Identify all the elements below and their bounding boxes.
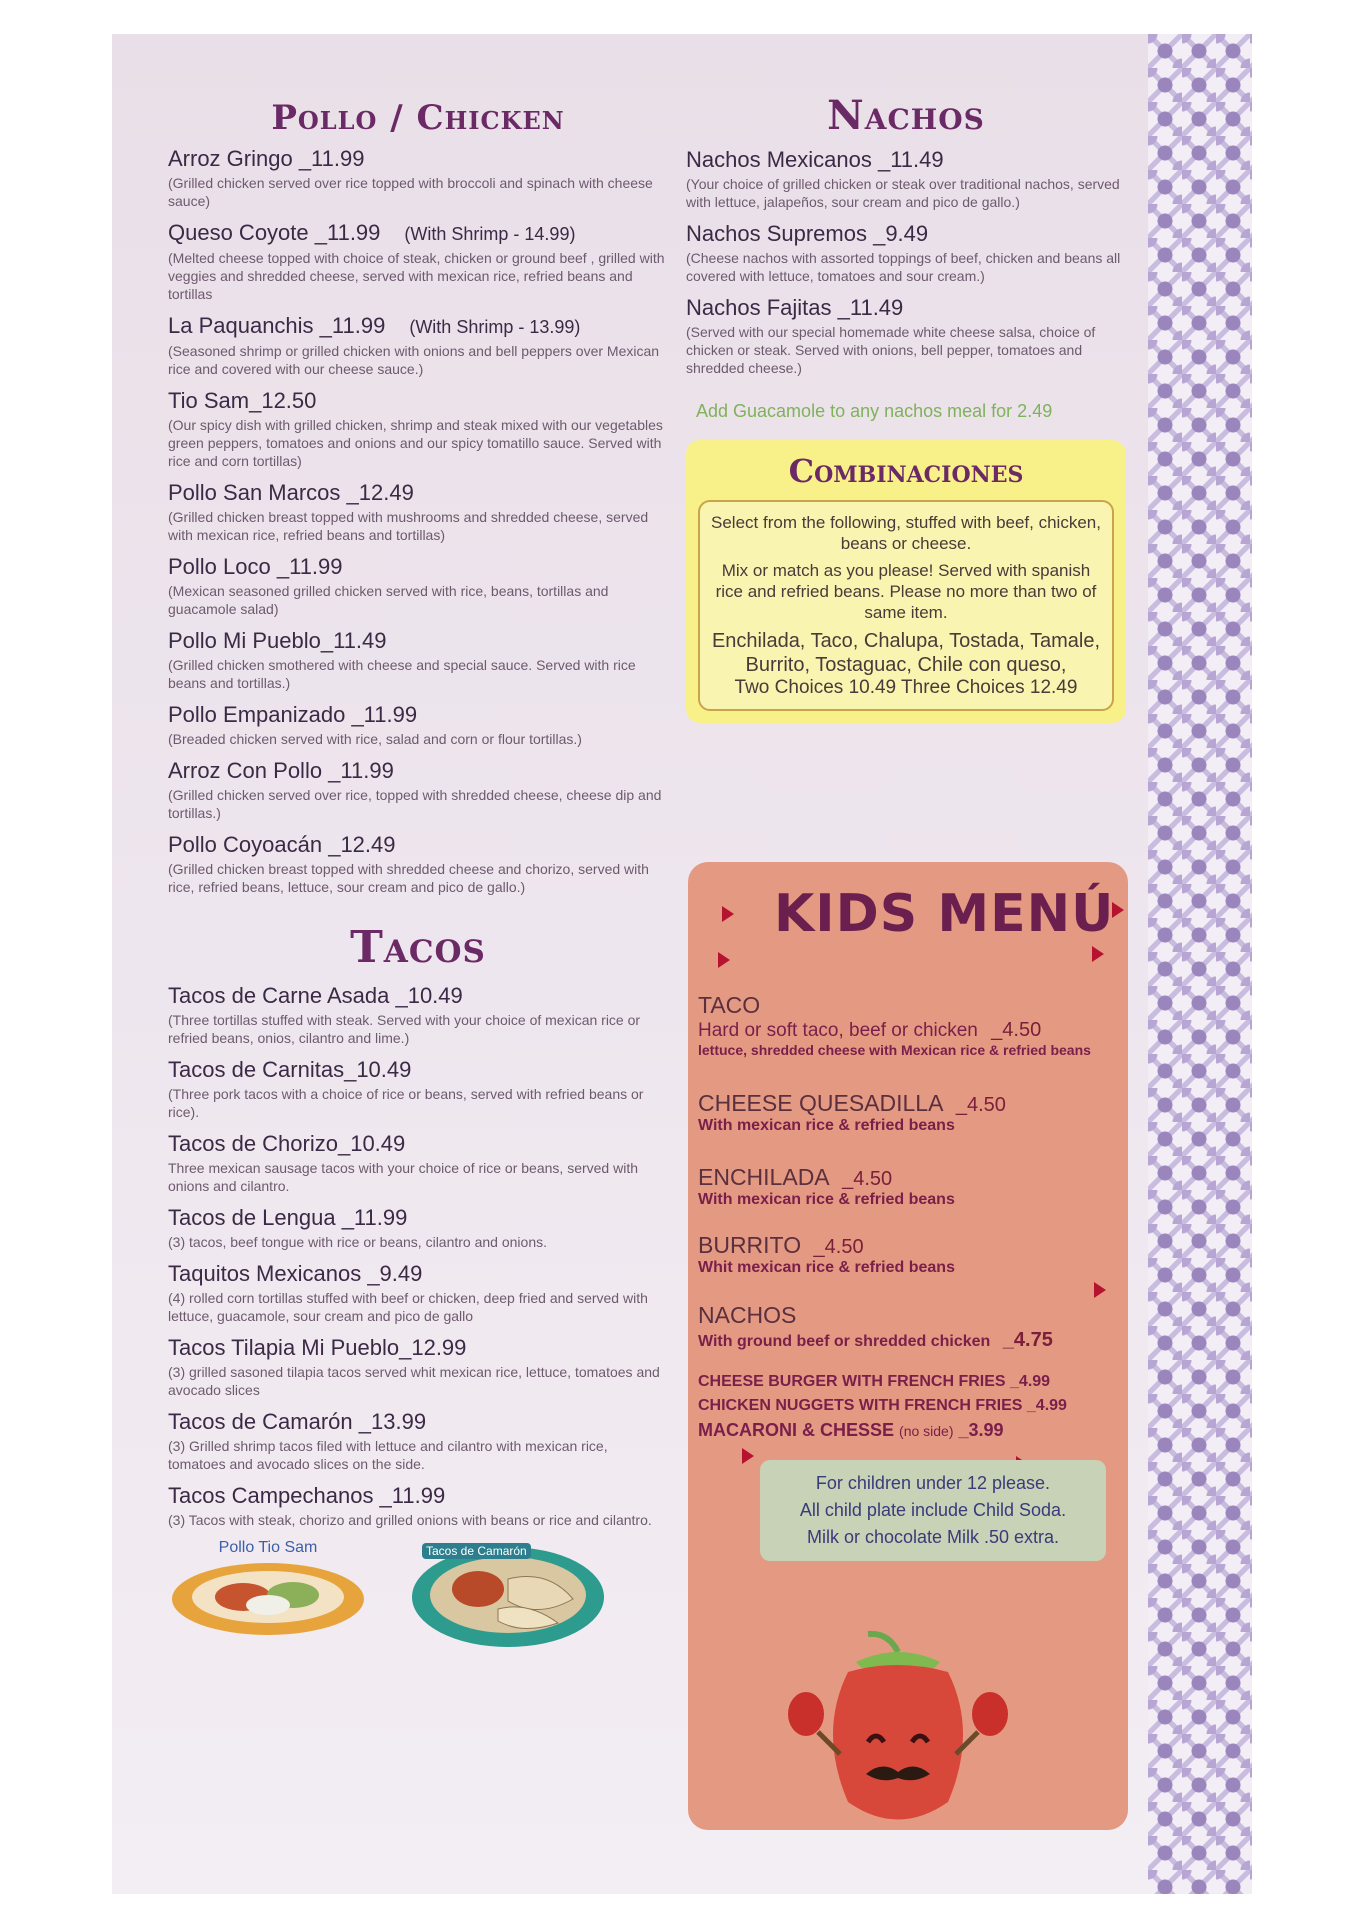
menu-item-extra-price: (With Shrimp - 13.99) — [409, 317, 581, 337]
menu-item-description: (3) tacos, beef tongue with rice or beans, cilantro and onions. — [168, 1234, 547, 1250]
decor-triangle — [1094, 1282, 1106, 1298]
menu-item — [168, 1261, 668, 1325]
menu-item-name-line — [168, 1205, 668, 1231]
menu-item-name: Tacos de Carne Asada _10.49 — [168, 983, 463, 1008]
kids-note-line2: All child plate include Child Soda. — [799, 1500, 1067, 1520]
kid-item-price: _4.75 — [1002, 1329, 1053, 1351]
menu-item-name-line — [686, 295, 1126, 321]
menu-item — [168, 628, 668, 692]
decor-triangle — [1092, 946, 1104, 962]
menu-item-name-line — [168, 388, 668, 414]
menu-item-name: Nachos Fajitas _11.49 — [686, 295, 904, 320]
menu-item-name-line — [168, 702, 668, 728]
menu-item-extra-price: (With Shrimp - 14.99) — [404, 224, 576, 244]
kid-item-price: _4.50 — [813, 1236, 864, 1258]
menu-item-name-line — [168, 220, 668, 247]
menu-item — [168, 1057, 668, 1121]
menu-item — [168, 1409, 668, 1473]
kid-item-price: _4.50 — [955, 1094, 1006, 1116]
menu-item-name-line — [686, 147, 1126, 173]
right-column — [686, 92, 1126, 723]
kid-item-line — [698, 1329, 1053, 1352]
menu-item-name: Tacos Tilapia Mi Pueblo_12.99 — [168, 1335, 467, 1360]
menu-item-name-line — [168, 480, 668, 506]
combo-items: Enchilada, Taco, Chalupa, Tostada, Tamale, Burrito, Tostaguac, Chile con queso, — [711, 630, 1101, 676]
menu-item — [168, 554, 668, 618]
menu-item-description: (Mexican seasoned grilled chicken served with rice, beans, tortillas and guacamole salad) — [168, 583, 609, 617]
menu-item-description: (3) grilled sasoned tilapia tacos served whit mexican rice, lettuce, tomatoes and avocado slices — [168, 1364, 660, 1398]
kid-item-price: _3.99 — [958, 1420, 1004, 1440]
kid-item-desc: With ground beef or shredded chicken — [698, 1333, 991, 1350]
kid-item-nuggets: CHICKEN NUGGETS WITH FRENCH FRIES _4.99 — [698, 1397, 1067, 1414]
kid-item-name: ENCHILADA — [698, 1164, 830, 1190]
menu-item-name-line — [686, 221, 1126, 247]
menu-item — [168, 313, 668, 378]
menu-item-description: (Your choice of grilled chicken or steak over traditional nachos, served with lettuce, jalapeños, sour cream and pico de gallo.) — [686, 176, 1120, 210]
nachos-title: Nachos — [827, 92, 985, 139]
menu-item-name: Pollo San Marcos _12.49 — [168, 480, 414, 505]
menu-item-description: (Grilled chicken served over rice, topped with shredded cheese, cheese dip and tortillas.) — [168, 787, 662, 821]
guacamole-note: Add Guacamole to any nachos meal for 2.49 — [696, 401, 1053, 421]
menu-item-description: (3) Tacos with steak, chorizo and grilled onions with beans or rice and cilantro. — [168, 1512, 652, 1528]
menu-item-description: (Our spicy dish with grilled chicken, shrimp and steak mixed with our vegetables green peppers, tomatoes and onions and our spicy tomatillo sauce. Served with rice and corn tortillas) — [168, 417, 663, 469]
menu-item — [168, 758, 668, 822]
menu-item — [168, 1205, 668, 1251]
menu-item-name: Tio Sam_12.50 — [168, 388, 317, 413]
kid-item-desc: Whit mexican rice & refried beans — [698, 1259, 955, 1276]
menu-item — [686, 147, 1126, 211]
combo-line2: Mix or match as you please! Served with spanish rice and refried beans. Please no more than two of same item. — [715, 561, 1097, 622]
pollo-title: Pollo / Chicken — [271, 98, 565, 138]
menu-item-description: (4) rolled corn tortillas stuffed with beef or chicken, deep fried and served with lettuce, guacamole, sour cream and pico de gallo — [168, 1290, 648, 1324]
menu-item — [168, 388, 668, 470]
menu-item — [168, 220, 668, 303]
kid-item-name: TACO — [698, 992, 761, 1018]
photo-tacos-camaron — [408, 1539, 608, 1654]
kids-menu-box — [688, 862, 1128, 1830]
menu-item — [168, 1483, 668, 1529]
menu-item — [168, 1131, 668, 1195]
pollo-list — [168, 146, 668, 896]
kid-item-desc: With mexican rice & refried beans — [698, 1191, 955, 1208]
menu-item-name: Arroz Gringo _11.99 — [168, 146, 365, 171]
menu-item — [168, 1335, 668, 1399]
menu-item-name: Pollo Empanizado _11.99 — [168, 702, 418, 727]
menu-item-name-line — [168, 1131, 668, 1157]
menu-item — [168, 983, 668, 1047]
menu-item-name-line — [168, 554, 668, 580]
menu-item-name-line — [168, 1483, 668, 1509]
combinaciones-inner — [698, 500, 1114, 711]
menu-item-description: (Grilled chicken breast topped with mushrooms and shredded cheese, served with mexican rice, refried beans and tortillas) — [168, 509, 649, 543]
menu-item-name-line — [168, 1261, 668, 1287]
kid-item-note: (no side) — [899, 1423, 954, 1439]
menu-item-description: (Grilled chicken smothered with cheese and special sauce. Served with rice beans and tortillas.) — [168, 657, 636, 691]
kids-menu-title: KIDS MENÚ — [774, 884, 1115, 944]
tacos-title: Tacos — [350, 922, 486, 973]
kid-item-burrito — [698, 1232, 955, 1277]
menu-item-name: La Paquanchis _11.99 — [168, 313, 386, 338]
menu-item — [168, 702, 668, 748]
menu-item-name: Arroz Con Pollo _11.99 — [168, 758, 394, 783]
menu-item-name-line — [168, 983, 668, 1009]
menu-item-description: Three mexican sausage tacos with your choice of rice or beans, served with onions and cilantro. — [168, 1160, 639, 1194]
nachos-list — [686, 147, 1126, 377]
kid-item-price: _4.50 — [991, 1019, 1042, 1041]
menu-item — [686, 221, 1126, 285]
decor-triangle — [742, 1448, 754, 1464]
photo-label-right: Tacos de Camarón — [422, 1543, 531, 1559]
kid-item-name: CHEESE QUESADILLA — [698, 1090, 944, 1116]
combo-line1: Select from the following, stuffed with beef, chicken, beans or cheese. — [711, 513, 1101, 553]
menu-item-name: Nachos Supremos _9.49 — [686, 221, 929, 246]
menu-item-description: (Three tortillas stuffed with steak. Served with your choice of mexican rice or refried beans, onios, cilantro and lime.) — [168, 1012, 641, 1046]
kid-item-quesadilla — [698, 1090, 1006, 1135]
kid-item-desc: Hard or soft taco, beef or chicken — [698, 1020, 978, 1041]
kid-item-price: _4.50 — [842, 1168, 893, 1190]
menu-item-name-line — [168, 146, 668, 172]
menu-item-name-line — [168, 1409, 668, 1435]
decor-triangle — [722, 906, 734, 922]
menu-item-description: (Grilled chicken breast topped with shredded cheese and chorizo, served with rice, refried beans, lettuce, sour cream and pico de gallo.) — [168, 861, 649, 895]
photo-pollo-tio-sam — [168, 1539, 368, 1642]
menu-item-description: (Seasoned shrimp or grilled chicken with onions and bell peppers over Mexican rice and covered with our cheese sauce.) — [168, 343, 660, 377]
decor-triangle — [718, 952, 730, 968]
menu-item-name-line — [168, 1335, 668, 1361]
menu-item-description: (3) Grilled shrimp tacos filed with lettuce and cilantro with mexican rice, tomatoes and avocado slices on the side. — [168, 1438, 608, 1472]
kid-item-name: NACHOS — [698, 1302, 797, 1328]
menu-item — [686, 295, 1126, 377]
tacos-list — [168, 983, 668, 1529]
menu-item-description: (Three pork tacos with a choice of rice or beans, served with refried beans or rice). — [168, 1086, 644, 1120]
menu-item-name: Tacos de Carnitas_10.49 — [168, 1057, 412, 1082]
plate-image — [168, 1557, 368, 1637]
menu-item-description: (Grilled chicken served over rice topped with broccoli and spinach with cheese sauce) — [168, 175, 653, 209]
kid-item-enchilada — [698, 1164, 955, 1209]
menu-item-description: (Served with our special homemade white cheese salsa, choice of chicken or steak. Served with onions, bell pepper, tomatoes and shredded cheese.) — [686, 324, 1096, 376]
menu-item-name: Tacos de Lengua _11.99 — [168, 1205, 408, 1230]
menu-item-name-line — [168, 758, 668, 784]
menu-item-name-line — [168, 1057, 668, 1083]
menu-item-name: Tacos de Camarón _13.99 — [168, 1409, 427, 1434]
menu-item-description: (Cheese nachos with assorted toppings of beef, chicken and beans all covered with lettuce, tomatoes and sour cream.) — [686, 250, 1121, 284]
menu-item-name: Pollo Mi Pueblo_11.49 — [168, 628, 387, 653]
menu-item-name: Tacos Campechanos _11.99 — [168, 1483, 446, 1508]
kid-item-desc: lettuce, shredded cheese with Mexican rice & refried beans — [698, 1042, 1091, 1058]
left-column — [168, 98, 668, 1649]
kids-note-line3: Milk or chocolate Milk .50 extra. — [806, 1527, 1060, 1547]
kid-item-line — [698, 1019, 1091, 1042]
menu-item-name: Nachos Mexicanos _11.49 — [686, 147, 944, 172]
kid-item-nachos — [698, 1302, 1053, 1352]
menu-item-description: (Breaded chicken served with rice, salad and corn or flour tortillas.) — [168, 731, 582, 747]
combinaciones-title: Combinaciones — [788, 452, 1024, 490]
kid-item-taco — [698, 992, 1091, 1058]
kid-item-desc: With mexican rice & refried beans — [698, 1117, 955, 1134]
menu-item-name: Pollo Coyoacán _12.49 — [168, 832, 396, 857]
menu-item — [168, 480, 668, 544]
kid-item-name: MACARONI & CHESSE — [698, 1420, 895, 1440]
kid-item-combos — [698, 1370, 1067, 1443]
menu-item-description: (Melted cheese topped with choice of steak, chicken or ground beef , grilled with veggies and shredded cheese, served with mexican rice, refried beans and tortillas — [168, 250, 665, 302]
kid-item-burger: CHEESE BURGER WITH FRENCH FRIES _4.99 — [698, 1373, 1051, 1390]
menu-item-name-line — [168, 313, 668, 340]
kid-item-mac — [698, 1418, 1067, 1443]
menu-item-name-line — [168, 832, 668, 858]
kid-item-name: BURRITO — [698, 1232, 802, 1258]
menu-item — [168, 832, 668, 896]
photos-row — [168, 1539, 668, 1649]
menu-item-name: Taquitos Mexicanos _9.49 — [168, 1261, 423, 1286]
combinaciones-box — [686, 440, 1126, 723]
kids-note-line1: For children under 12 please. — [815, 1473, 1051, 1493]
menu-item-name-line — [168, 628, 668, 654]
decorative-border — [1148, 34, 1252, 1894]
pepper-mascot-illustration — [778, 1622, 1018, 1832]
menu-item-name: Pollo Loco _11.99 — [168, 554, 343, 579]
menu-item-name: Queso Coyote _11.99 — [168, 220, 381, 245]
combo-prices: Two Choices 10.49 Three Choices 12.49 — [734, 677, 1078, 698]
kids-note — [760, 1460, 1106, 1561]
menu-item — [168, 146, 668, 210]
photo-label-left: Pollo Tio Sam — [218, 1539, 318, 1556]
menu-item-name: Tacos de Chorizo_10.49 — [168, 1131, 406, 1156]
